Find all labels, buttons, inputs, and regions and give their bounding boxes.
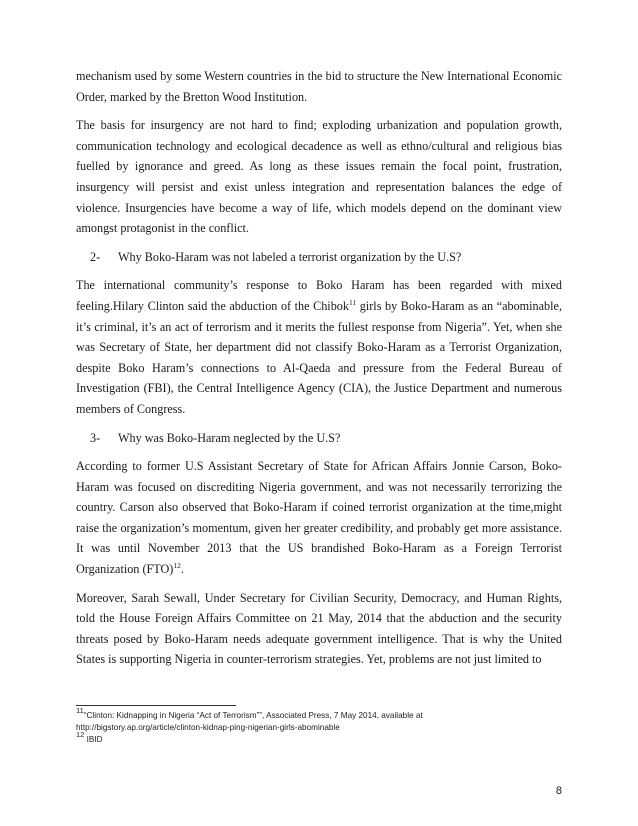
footnote-11-text: “Clinton: Kidnapping in Nigeria “Act of Terrorism””, Associated Press, 7 May 2014, available at [83,711,423,720]
heading-number: 3- [90,430,101,445]
heading-text: Why Boko-Haram was not labeled a terrorist organization by the U.S? [118,249,462,264]
section-heading-3 [76,428,562,449]
footnote-11-url: http://bigstory.ap.org/article/clinton-kidnap-ping-nigerian-girls-abominable [76,723,340,732]
heading-number: 2- [90,249,101,264]
paragraph-1: mechanism used by some Western countries in the bid to structure the New International Economic Order, marked by the Bretton Wood Institution. [76,69,562,104]
paragraph-2: The basis for insurgency are not hard to find; exploding urbanization and population growth, communication technology and ecological decadence as well as ethno/cultural and religious bias fuelled by ignorance and greed. As long as these issues remain the focal point, frustration, insurgency will persist and exist unless integration and representation balances the edge of violence. Insurgencies have become a way of life, which models depend on the dominant view amongst protagonist in the conflict. [76,118,562,236]
footnote-ref-11: 11 [348,297,357,307]
paragraph-4-part-b: . [180,562,184,577]
paragraph-4 [76,456,562,580]
page-number: 8 [555,785,562,797]
paragraph-5: Moreover, Sarah Sewall, Under Secretary for Civilian Security, Democracy, and Human Rights, told the House Foreign Affairs Committee on 21 May, 2014 that the abduction and the security threats posed by Boko-Haram needs adequate government intelligence. That is why the United States is supporting Nigeria in counter-terrorism strategies. Yet, problems are not just limited to [76,590,562,667]
section-heading-2 [76,247,562,268]
paragraph-3-part-a: The international community’s response to Boko Haram has been regarded with mixed feeling.Hilary Clinton said the abduction of the Chibok [76,278,562,313]
footnote-mark-12: 12 [76,730,85,739]
footnote-mark-11: 11 [76,706,84,715]
footnote-12 [76,730,562,746]
footnote-11 [76,706,562,722]
body-text [76,66,562,670]
footnote-ref-12: 12 [173,561,181,571]
paragraph-3 [76,275,562,419]
heading-text: Why was Boko-Haram neglected by the U.S? [118,430,341,445]
footnote-divider [76,705,236,706]
paragraph-3-part-b: girls by Boko-Haram as an “abominable, it’s criminal, it’s an act of terrorism and it merits the fullest response from Nigeria”. Yet, when she was Secretary of State, her department did not classify Boko-Haram as a Terrorist Organization, despite Boko Haram’s connections to Al-Qaeda and pressure from the Federal Bureau of Investigation (FBI), the Central Intelligence Agency (CIA), the Justice Department and numerous members of Congress. [76,298,562,416]
footnote-12-text: IBID [84,735,103,744]
footnotes [76,705,562,746]
paragraph-4-part-a: According to former U.S Assistant Secretary of State for African Affairs Jonnie Carson, Boko-Haram was focused on discrediting Nigeria government, and was not necessarily terrorizing the country. Carson also observed that Boko-Haram if coined terrorist organization at the time,might raise the organization’s momentum, given her greater credibility, and probably get more assistance. It was until November 2013 that the US brandished Boko-Haram as a Foreign Terrorist Organization (FTO) [76,459,562,577]
